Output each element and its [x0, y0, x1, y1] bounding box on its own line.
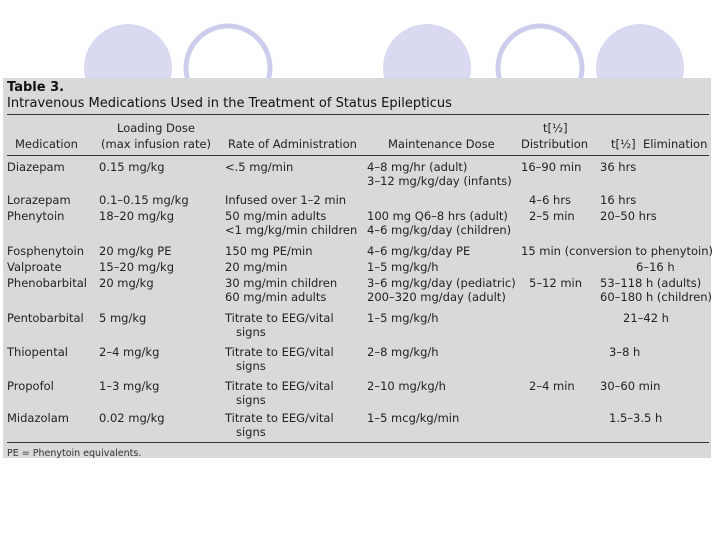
cell-elimination: 16 hrs	[600, 193, 637, 207]
cell-medication: Propofol	[7, 379, 54, 393]
cell-rate: Titrate to EEG/vital signs	[225, 411, 334, 439]
medication-table	[3, 78, 714, 459]
header-loading-dose-sub: (max infusion rate)	[101, 137, 212, 151]
header-maintenance: Maintenance Dose	[388, 137, 495, 151]
cell-loading-dose: 20 mg/kg	[99, 276, 154, 290]
cell-elimination: 30–60 min	[600, 379, 661, 393]
cell-medication: Fosphenytoin	[7, 244, 85, 258]
table-title: Intravenous Medications Used in the Treatment of Status Epilepticus	[7, 96, 452, 111]
table-bottom-rule	[7, 442, 709, 443]
cell-rate: Titrate to EEG/vital signs	[225, 311, 334, 339]
cell-maintenance: 100 mg Q6–8 hrs (adult) 4–6 mg/kg/day (children)	[367, 209, 512, 237]
cell-maintenance: 2–10 mg/kg/h	[367, 379, 446, 393]
cell-rate: 50 mg/min adults <1 mg/kg/min children	[225, 209, 358, 237]
cell-maintenance: 1–5 mg/kg/h	[367, 311, 439, 325]
cell-loading-dose: 0.02 mg/kg	[99, 411, 165, 425]
cell-loading-dose: 2–4 mg/kg	[99, 345, 160, 359]
cell-rate: Titrate to EEG/vital signs	[225, 345, 334, 373]
cell-rate: 30 mg/min children 60 mg/min adults	[225, 276, 338, 304]
cell-maintenance: 3–6 mg/kg/day (pediatric) 200–320 mg/day (adult)	[367, 276, 516, 304]
decoration-filled-circle	[84, 24, 172, 80]
cell-loading-dose: 0.15 mg/kg	[99, 160, 165, 174]
decoration-filled-circle	[596, 24, 684, 80]
cell-maintenance: 1–5 mcg/kg/min	[367, 411, 460, 425]
cell-medication: Phenobarbital	[7, 276, 87, 290]
cell-medication: Thiopental	[7, 345, 68, 359]
cell-loading-dose: 18–20 mg/kg	[99, 209, 175, 223]
table-top-rule	[7, 114, 709, 115]
cell-loading-dose: 0.1–0.15 mg/kg	[99, 193, 189, 207]
header-medication: Medication	[15, 137, 78, 151]
cell-rate: <.5 mg/min	[225, 160, 294, 174]
cell-elimination: 1.5–3.5 h	[609, 411, 663, 425]
decoration-filled-circle	[383, 24, 471, 80]
cell-rate: Infused over 1–2 min	[225, 193, 347, 207]
cell-loading-dose: 20 mg/kg PE	[99, 244, 172, 258]
cell-medication: Phenytoin	[7, 209, 65, 223]
cell-elimination: 20–50 hrs	[600, 209, 657, 223]
header-bottom-rule	[7, 155, 709, 156]
header-elimination: t[½] Elimination	[611, 137, 708, 151]
cell-distribution: 4–6 hrs	[529, 193, 572, 207]
cell-maintenance: 4–8 mg/hr (adult) 3–12 mg/kg/day (infants)	[367, 160, 512, 188]
decorative-header-circles	[0, 0, 720, 80]
cell-maintenance: 1–5 mg/kg/h	[367, 260, 439, 274]
header-distribution: Distribution	[521, 137, 589, 151]
table-footnote: PE = Phenytoin equivalents.	[7, 448, 142, 459]
cell-rate: 150 mg PE/min	[225, 244, 313, 258]
cell-rate: Titrate to EEG/vital signs	[225, 379, 334, 407]
cell-loading-dose: 1–3 mg/kg	[99, 379, 160, 393]
cell-elimination: 15 min (conversion to phenytoin)	[521, 244, 714, 258]
cell-distribution: 2–5 min	[529, 209, 575, 223]
cell-maintenance: 4–6 mg/kg/day PE	[367, 244, 471, 258]
cell-medication: Lorazepam	[7, 193, 71, 207]
header-loading-dose: Loading Dose	[117, 121, 195, 135]
cell-loading-dose: 15–20 mg/kg	[99, 260, 175, 274]
cell-maintenance: 2–8 mg/kg/h	[367, 345, 439, 359]
cell-loading-dose: 5 mg/kg	[99, 311, 147, 325]
cell-elimination: 53–118 h (adults) 60–180 h (children)	[600, 276, 713, 304]
cell-medication: Valproate	[7, 260, 62, 274]
cell-elimination: 36 hrs	[600, 160, 637, 174]
header-rate: Rate of Administration	[228, 137, 357, 151]
cell-elimination: 3–8 h	[609, 345, 641, 359]
cell-distribution: 2–4 min	[529, 379, 575, 393]
header-distribution-symbol: t[½]	[543, 121, 568, 135]
cell-medication: Diazepam	[7, 160, 65, 174]
cell-distribution: 16–90 min	[521, 160, 582, 174]
cell-medication: Midazolam	[7, 411, 69, 425]
cell-distribution: 5–12 min	[529, 276, 583, 290]
cell-rate: 20 mg/min	[225, 260, 288, 274]
table-label: Table 3.	[7, 80, 65, 95]
decoration-ring	[498, 26, 582, 80]
decoration-ring	[186, 26, 270, 80]
cell-medication: Pentobarbital	[7, 311, 84, 325]
cell-elimination: 6–16 h	[636, 260, 675, 274]
cell-elimination: 21–42 h	[623, 311, 669, 325]
